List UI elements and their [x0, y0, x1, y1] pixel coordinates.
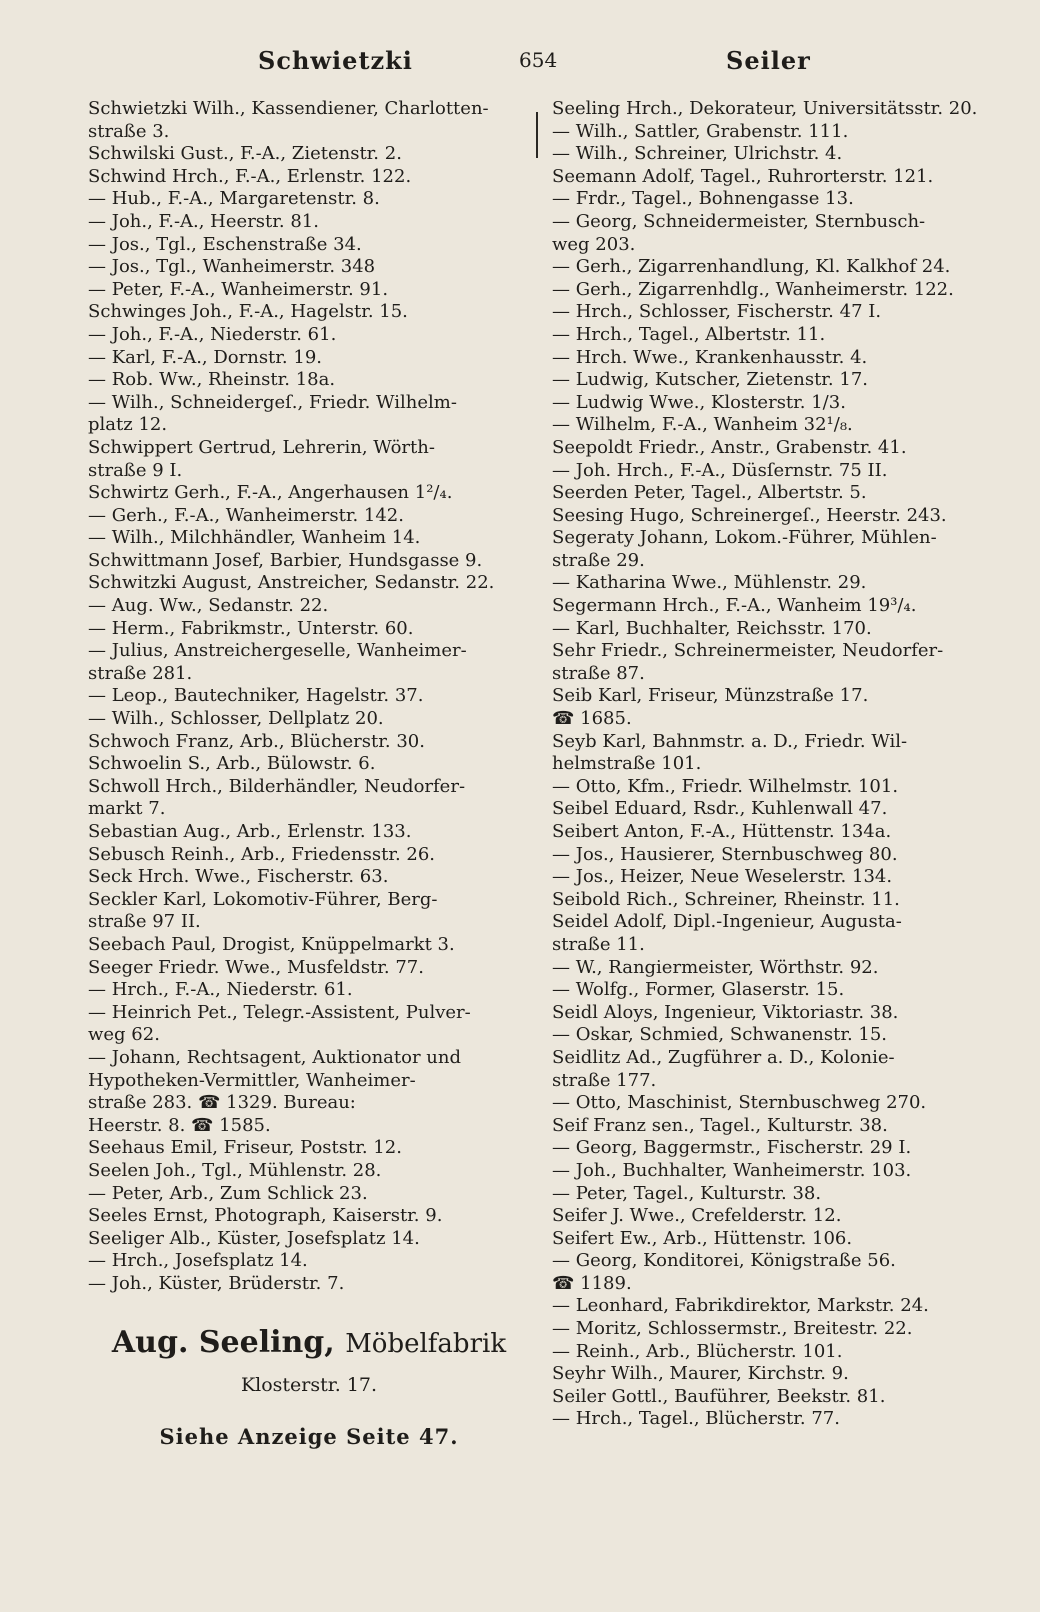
directory-entry: Sehr Friedr., Schreinermeister, Neudorfer-: [552, 640, 944, 662]
directory-entry: Seifer J. Wwe., Crefelderstr. 12.: [552, 1205, 842, 1227]
directory-entry: straße 87.: [552, 662, 645, 684]
directory-entry: Seibert Anton, F.-A., Hüttenstr. 134a.: [552, 821, 892, 842]
directory-entry: — Hub., F.-A., Margaretenstr. 8.: [88, 188, 380, 210]
directory-entry: — Moritz, Schlossermstr., Breitestr. 22.: [552, 1318, 913, 1340]
directory-entry: — Herm., Fabrikmstr., Unterstr. 60.: [88, 617, 414, 639]
directory-entry: — Georg, Baggermstr., Fischerstr. 29 I.: [552, 1137, 912, 1159]
directory-entry: Seidlitz Ad., Zugführer a. D., Kolonie-: [552, 1046, 895, 1068]
ad-business: Möbelfabrik: [345, 1329, 507, 1360]
directory-entry: straße 11.: [552, 933, 645, 955]
ad-name: Aug. Seeling,: [111, 1325, 335, 1361]
directory-entry: — Joh. Hrch., F.-A., Düsſernstr. 75 II.: [552, 459, 888, 481]
directory-entry: Schwilski Gust., F.-A., Zietenstr. 2.: [88, 143, 402, 165]
directory-entry: Seif Franz sen., Tagel., Kulturstr. 38.: [552, 1114, 888, 1136]
left-column: [88, 98, 530, 1454]
directory-entry: — Hrch., Josefsplatz 14.: [88, 1250, 308, 1272]
page-header: [0, 46, 1040, 80]
directory-entry: — Wilhelm, F.-A., Wanheim 32¹/₈.: [552, 414, 853, 436]
directory-entry: — Jos., Hausierer, Sternbuschweg 80.: [552, 843, 898, 865]
directory-entry: Schwippert Gertrud, Lehrerin, Wörth-: [88, 436, 435, 458]
directory-entry: Seesing Hugo, Schreinergeſ., Heerstr. 243.: [552, 504, 947, 526]
directory-entry: — Heinrich Pet., Telegr.-Assistent, Pulver-: [88, 1001, 471, 1023]
directory-entry: — Georg, Konditorei, Königstraße 56.: [552, 1250, 896, 1272]
directory-entry: — W., Rangiermeister, Wörthstr. 92.: [552, 956, 879, 978]
directory-entry: straße 3.: [88, 120, 170, 142]
directory-entry: — Wolfg., Former, Glaserstr. 15.: [552, 979, 845, 1001]
directory-entry: Schwinges Joh., F.-A., Hagelstr. 15.: [88, 301, 408, 323]
directory-entry: Sebastian Aug., Arb., Erlenstr. 133.: [88, 821, 412, 842]
directory-entry: — Karl, F.-A., Dornstr. 19.: [88, 346, 322, 368]
directory-entry: Schwoch Franz, Arb., Blücherstr. 30.: [88, 730, 425, 752]
directory-entry: — Leop., Bautechniker, Hagelstr. 37.: [88, 685, 424, 707]
directory-entry: helmstraße 101.: [552, 753, 702, 775]
directory-entry: Schwittmann Josef, Barbier, Hundsgasse 9.: [88, 549, 483, 571]
directory-entry: straße 283. ☎ 1329. Bureau:: [88, 1092, 356, 1114]
directory-entry: Seyhr Wilh., Maurer, Kirchstr. 9.: [552, 1363, 849, 1385]
directory-entry: — Wilh., Schlosser, Dellplatz 20.: [88, 708, 384, 730]
directory-entry: Seebach Paul, Drogist, Knüppelmarkt 3.: [88, 933, 455, 955]
directory-entry: weg 62.: [88, 1024, 160, 1046]
directory-entry: ☎ 1189.: [552, 1272, 632, 1294]
directory-entry: — Frdr., Tagel., Bohnengasse 13.: [552, 188, 854, 210]
directory-entry: straße 9 I.: [88, 459, 183, 481]
directory-entry: Seidel Adolf, Dipl.-Ingenieur, Augusta-: [552, 911, 902, 933]
directory-entry: — Peter, F.-A., Wanheimerstr. 91.: [88, 278, 389, 300]
directory-entry: Segeraty Johann, Lokom.-Führer, Mühlen-: [552, 527, 937, 549]
directory-entry: Schwind Hrch., F.-A., Erlenstr. 122.: [88, 165, 412, 187]
directory-entry: — Wilh., Schreiner, Ulrichstr. 4.: [552, 143, 843, 165]
left-entry-list: [88, 98, 530, 1295]
header-left-keyword: Schwietzki: [258, 46, 413, 75]
directory-entry: Seeger Friedr. Wwe., Musfeldstr. 77.: [88, 956, 424, 978]
page-number: 654: [519, 48, 558, 72]
directory-entry: — Jos., Heizer, Neue Weselerstr. 134.: [552, 866, 893, 888]
ad-note: Siehe Anzeige Seite 47.: [159, 1424, 459, 1450]
directory-entry: — Katharina Wwe., Mühlenstr. 29.: [552, 572, 867, 594]
directory-entry: Schwoll Hrch., Bilderhändler, Neudorfer-: [88, 775, 466, 797]
directory-entry: Heerstr. 8. ☎ 1585.: [88, 1114, 271, 1136]
directory-entry: — Peter, Tagel., Kulturstr. 38.: [552, 1182, 822, 1204]
directory-entry: Seib Karl, Friseur, Münzstraße 17.: [552, 685, 869, 707]
directory-entry: Seelen Joh., Tgl., Mühlenstr. 28.: [88, 1159, 382, 1181]
directory-entry: — Gerh., F.-A., Wanheimerstr. 142.: [88, 504, 404, 526]
directory-entry: — Reinh., Arb., Blücherstr. 101.: [552, 1340, 843, 1362]
ad-street: Klosterstr. 17.: [240, 1374, 378, 1397]
directory-entry: — Johann, Rechtsagent, Auktionator und: [88, 1046, 462, 1068]
header-right-keyword: Seiler: [726, 46, 811, 75]
directory-entry: straße 29.: [552, 549, 645, 571]
directory-entry: Seemann Adolf, Tagel., Ruhrorterstr. 121.: [552, 165, 934, 187]
directory-entry: Seepoldt Friedr., Anstr., Grabenstr. 41.: [552, 436, 907, 458]
directory-entry: Seeliger Alb., Küster, Josefsplatz 14.: [88, 1227, 420, 1249]
directory-entry: Seidl Aloys, Ingenieur, Viktoriastr. 38.: [552, 1001, 899, 1023]
directory-entry: ☎ 1685.: [552, 708, 632, 730]
directory-entry: — Wilh., Milchhändler, Wanheim 14.: [88, 527, 421, 549]
directory-entry: — Oskar, Schmied, Schwanenstr. 15.: [552, 1024, 888, 1046]
directory-entry: Seckler Karl, Lokomotiv-Führer, Berg-: [88, 888, 438, 910]
directory-entry: — Wilh., Schneidergeſ., Friedr. Wilhelm-: [88, 391, 457, 413]
directory-entry: Seeles Ernst, Photograph, Kaiserstr. 9.: [88, 1205, 443, 1227]
ad-title: [88, 1323, 530, 1364]
directory-entry: — Julius, Anstreichergeselle, Wanheimer-: [88, 640, 467, 662]
directory-entry: straße 177.: [552, 1069, 657, 1091]
directory-entry: Seerden Peter, Tagel., Albertstr. 5.: [552, 482, 867, 504]
directory-entry: Segermann Hrch., F.-A., Wanheim 19³/₄.: [552, 595, 917, 617]
directory-entry: markt 7.: [88, 798, 166, 820]
column-divider: [536, 112, 538, 158]
directory-entry: — Hrch., F.-A., Niederstr. 61.: [88, 979, 353, 1001]
directory-entry: — Joh., F.-A., Heerstr. 81.: [88, 210, 319, 232]
directory-entry: — Otto, Kfm., Friedr. Wilhelmstr. 101.: [552, 775, 899, 797]
directory-entry: Schwietzki Wilh., Kassendiener, Charlotten-: [88, 98, 489, 119]
directory-entry: — Jos., Tgl., Eschenstraße 34.: [88, 233, 362, 255]
directory-entry: — Joh., F.-A., Niederstr. 61.: [88, 323, 337, 345]
directory-entry: straße 281.: [88, 662, 193, 684]
directory-entry: — Joh., Buchhalter, Wanheimerstr. 103.: [552, 1159, 912, 1181]
right-entry-list: [552, 98, 982, 1431]
directory-entry: Seehaus Emil, Friseur, Poststr. 12.: [88, 1137, 402, 1159]
directory-entry: — Leonhard, Fabrikdirektor, Markstr. 24.: [552, 1295, 929, 1317]
directory-entry: — Georg, Schneidermeister, Sternbusch-: [552, 210, 926, 232]
directory-entry: — Hrch., Tagel., Albertstr. 11.: [552, 323, 826, 345]
directory-entry: weg 203.: [552, 233, 636, 255]
directory-entry: — Hrch., Tagel., Blücherstr. 77.: [552, 1408, 840, 1430]
directory-entry: — Joh., Küster, Brüderstr. 7.: [88, 1272, 345, 1294]
directory-entry: straße 97 II.: [88, 911, 201, 933]
directory-entry: — Jos., Tgl., Wanheimerstr. 348: [88, 256, 376, 278]
directory-entry: — Peter, Arb., Zum Schlick 23.: [88, 1182, 368, 1204]
right-column: [552, 98, 982, 1431]
directory-entry: Sebusch Reinh., Arb., Friedensstr. 26.: [88, 843, 436, 865]
directory-entry: — Otto, Maschinist, Sternbuschweg 270.: [552, 1092, 927, 1114]
directory-entry: — Aug. Ww., Sedanstr. 22.: [88, 595, 329, 617]
directory-entry: — Ludwig Wwe., Klosterstr. 1/3.: [552, 391, 846, 413]
directory-entry: Seifert Ew., Arb., Hüttenstr. 106.: [552, 1227, 853, 1249]
directory-entry: Seibel Eduard, Rsdr., Kuhlenwall 47.: [552, 798, 888, 820]
directory-entry: — Gerh., Zigarrenhdlg., Wanheimerstr. 122.: [552, 278, 954, 300]
directory-entry: — Karl, Buchhalter, Reichsstr. 170.: [552, 617, 872, 639]
advertisement: [88, 1323, 530, 1454]
directory-entry: Schwitzki August, Anstreicher, Sedanstr. 22.: [88, 572, 495, 594]
directory-entry: Seck Hrch. Wwe., Fischerstr. 63.: [88, 866, 389, 888]
directory-entry: platz 12.: [88, 414, 168, 436]
directory-entry: — Ludwig, Kutscher, Zietenstr. 17.: [552, 369, 868, 391]
directory-entry: — Hrch., Schlosser, Fischerstr. 47 I.: [552, 301, 882, 323]
directory-entry: Hypotheken-Vermittler, Wanheimer-: [88, 1069, 416, 1091]
directory-entry: — Hrch. Wwe., Krankenhausstr. 4.: [552, 346, 868, 368]
directory-entry: Seeling Hrch., Dekorateur, Universitätsstr. 20.: [552, 98, 978, 119]
directory-entry: — Rob. Ww., Rheinstr. 18a.: [88, 369, 336, 391]
directory-entry: Seibold Rich., Schreiner, Rheinstr. 11.: [552, 888, 900, 910]
directory-entry: — Gerh., Zigarrenhandlung, Kl. Kalkhof 24.: [552, 256, 951, 278]
directory-entry: Seiler Gottl., Bauführer, Beekstr. 81.: [552, 1385, 886, 1407]
directory-entry: Seyb Karl, Bahnmstr. a. D., Friedr. Wil-: [552, 730, 908, 752]
directory-entry: Schwirtz Gerh., F.-A., Angerhausen 1²/₄.: [88, 482, 453, 504]
directory-entry: Schwoelin S., Arb., Bülowstr. 6.: [88, 753, 376, 775]
directory-entry: — Wilh., Sattler, Grabenstr. 111.: [552, 120, 849, 142]
